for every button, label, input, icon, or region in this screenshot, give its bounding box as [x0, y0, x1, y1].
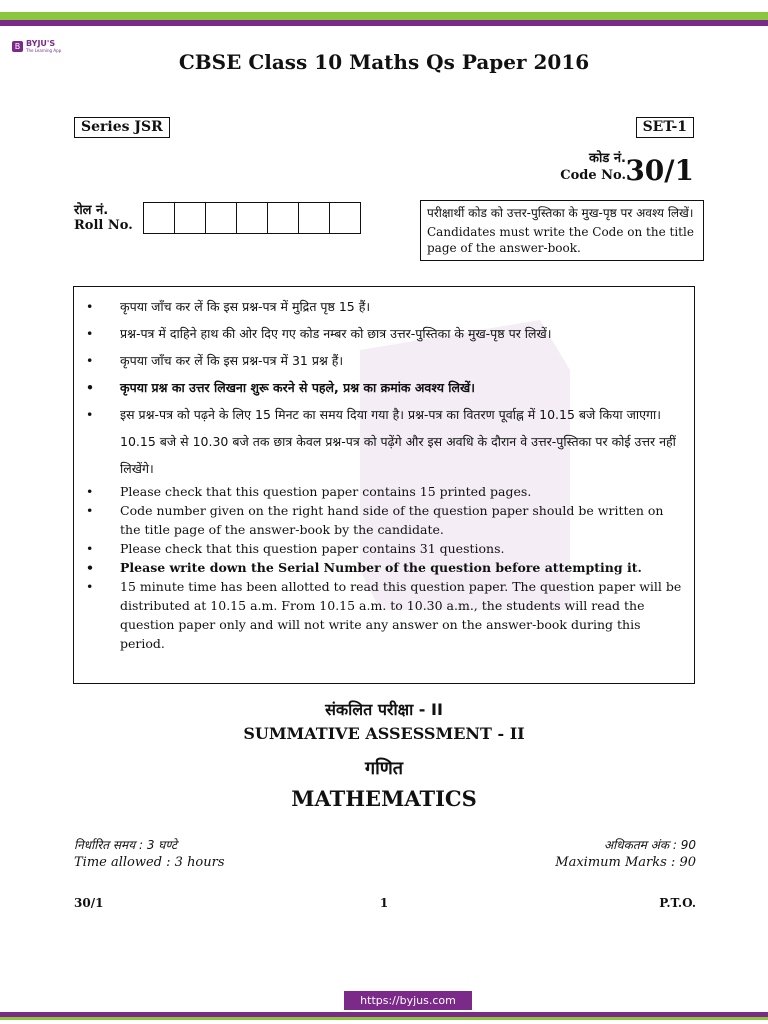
subject-english: MATHEMATICS [291, 786, 477, 811]
time-allowed [74, 836, 225, 872]
page-number: 1 [379, 896, 389, 910]
byjus-logo-icon: B [12, 41, 23, 52]
candidate-note-box [420, 200, 704, 261]
roll-label-hindi: रोल नं. [74, 203, 109, 218]
note-hindi: परीक्षार्थी कोड को उत्तर-पुस्तिका के मुख-पृष्ठ पर अवश्य लिखें। [427, 206, 694, 220]
roll-box[interactable] [144, 203, 175, 233]
footer-code: 30/1 [74, 896, 104, 910]
code-label-english: Code No. [560, 168, 626, 183]
roll-number-boxes[interactable] [143, 202, 361, 234]
set-label: SET-1 [636, 117, 694, 138]
instructions-box [73, 286, 695, 684]
instruction-item: • Please check that this question paper contains 15 printed pages. [86, 482, 686, 501]
marks-hindi: अधिकतम अंक : 90 [603, 838, 696, 852]
instruction-item: • 15 minute time has been allotted to read this question paper. The question paper will be distributed at 10.15 a.m. From 10.15 a.m. to 10.30 a.m., the students will read the question paper only and will not write any answer on the answer-book during this period. [86, 577, 686, 653]
page-title: CBSE Class 10 Maths Qs Paper 2016 [178, 50, 590, 74]
exam-name-hindi: संकलित परीक्षा - II [325, 700, 443, 719]
exam-name-english: SUMMATIVE ASSESSMENT - II [243, 724, 525, 743]
roll-box[interactable] [175, 203, 206, 233]
bottom-green-bar [0, 1017, 768, 1020]
roll-box[interactable] [268, 203, 299, 233]
code-value: 30/1 [625, 154, 694, 187]
instruction-item: • Please check that this question paper contains 31 questions. [86, 539, 686, 558]
instruction-item: • कृपया प्रश्न का उत्तर लिखना शुरू करने से पहले, प्रश्न का क्रमांक अवश्य लिखें। [86, 374, 686, 401]
instruction-item: • प्रश्न-पत्र में दाहिने हाथ की ओर दिए गए कोड नम्बर को छात्र उत्तर-पुस्तिका के मुख-पृष्ठ पर लिखें। [86, 320, 686, 347]
code-label-hindi: कोड नं. [589, 151, 626, 166]
roll-box[interactable] [237, 203, 268, 233]
byjus-url-link[interactable]: https://byjus.com [344, 991, 472, 1010]
logo-text: BYJU'S [26, 39, 56, 48]
instructions-hindi [86, 293, 686, 482]
time-english: Time allowed : 3 hours [74, 855, 225, 870]
roll-box[interactable] [206, 203, 237, 233]
roll-number-label [74, 200, 133, 233]
roll-box[interactable] [299, 203, 330, 233]
instruction-item: • इस प्रश्न-पत्र को पढ़ने के लिए 15 मिनट का समय दिया गया है। प्रश्न-पत्र का वितरण पूर्वाह्न में 10.15 बजे किया जाएगा। 10.15 बजे से 10.30 बजे तक छात्र केवल प्रश्न-पत्र को पढ़ेंगे और इस अवधि के दौरान वे उत्तर-पुस्तिका पर कोई उत्तर नहीं लिखेंगे। [86, 401, 686, 482]
top-color-bar [0, 0, 768, 26]
roll-label-english: Roll No. [74, 218, 133, 233]
instruction-item: • Please write down the Serial Number of the question before attempting it. [86, 558, 686, 577]
pto-label: P.T.O. [659, 896, 696, 910]
instruction-item: • Code number given on the right hand side of the question paper should be written on the title page of the answer-book by the candidate. [86, 501, 686, 539]
instruction-item: • कृपया जाँच कर लें कि इस प्रश्न-पत्र में 31 प्रश्न हैं। [86, 347, 686, 374]
maximum-marks [555, 836, 696, 872]
instructions-english [86, 482, 686, 653]
subject-hindi: गणित [364, 758, 404, 779]
logo-subtext: The Learning App [26, 48, 62, 53]
series-label: Series JSR [74, 117, 170, 138]
roll-box[interactable] [330, 203, 360, 233]
marks-english: Maximum Marks : 90 [555, 855, 696, 870]
instruction-item: • कृपया जाँच कर लें कि इस प्रश्न-पत्र में मुद्रित पृष्ठ 15 हैं। [86, 293, 686, 320]
time-hindi: निर्धारित समय : 3 घण्टे [74, 838, 178, 852]
note-english: Candidates must write the Code on the title page of the answer-book. [427, 225, 694, 255]
